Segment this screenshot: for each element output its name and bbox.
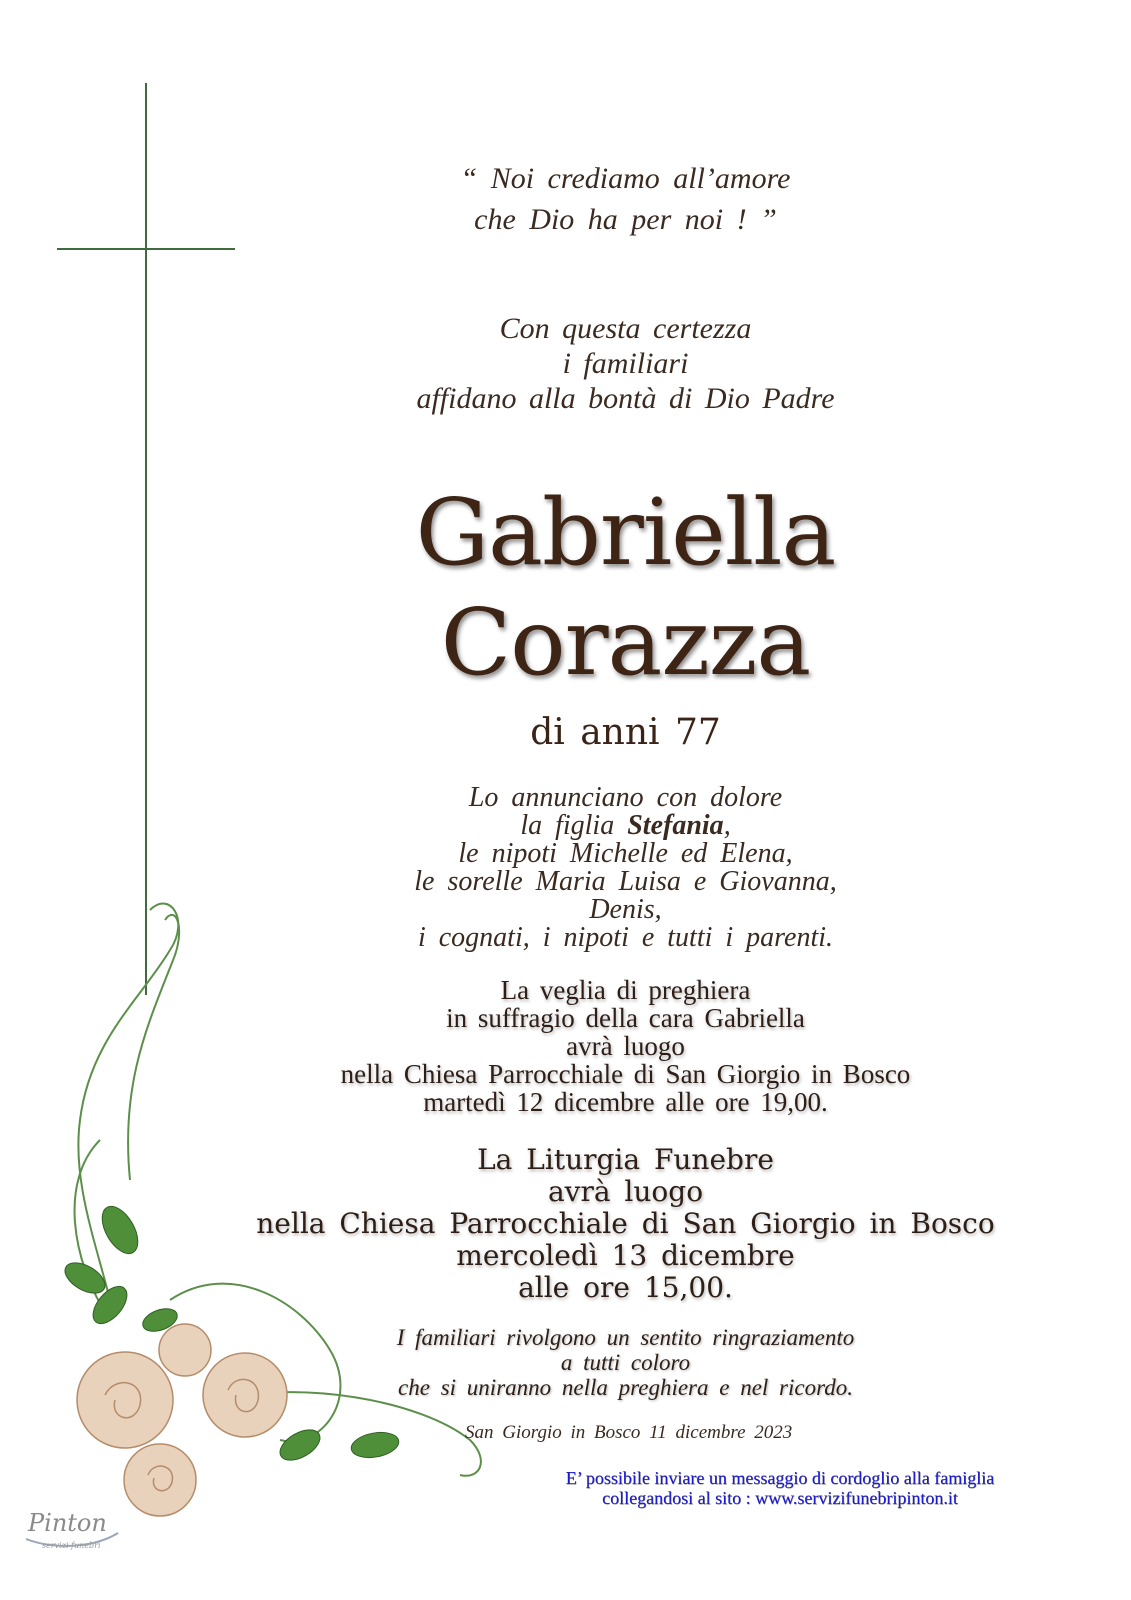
- announcement-line: i cognati, i nipoti e tutti i parenti.: [417, 922, 834, 953]
- logo-subtitle: servizi funebri: [42, 1541, 101, 1550]
- intro-line: affidano alla bontà di Dio Padre: [416, 382, 835, 415]
- last-name: Corazza: [440, 589, 811, 696]
- announcement-line: Lo annunciano con dolore: [468, 782, 783, 813]
- announcement-line: le nipoti Michelle ed Elena,: [458, 838, 793, 869]
- daughter-name: Stefania: [627, 810, 724, 841]
- intro-line: Con questa certezza: [499, 312, 752, 345]
- quote: [60, 158, 1131, 240]
- announcement: [60, 784, 1131, 952]
- intro-line: i familiari: [562, 347, 689, 380]
- condolence-line: E’ possibile inviare un messaggio di cordoglio alla famiglia: [565, 1468, 995, 1488]
- intro-text: [60, 311, 1131, 416]
- thanks-line: a tutti coloro: [560, 1350, 691, 1375]
- place-date: San Giorgio in Bosco 11 dicembre 2023: [465, 1422, 793, 1443]
- vigil-info: [60, 976, 1131, 1116]
- pinton-logo: [22, 1505, 122, 1565]
- announcement-line: le sorelle Maria Luisa e Giovanna,: [414, 866, 837, 897]
- vigil-line: avrà luogo: [566, 1031, 685, 1061]
- logo-name: Pinton: [28, 1509, 107, 1537]
- daughter-label: la figlia: [520, 810, 628, 841]
- vigil-line: martedì 12 dicembre alle ore 19,00.: [423, 1087, 828, 1117]
- announcement-line: Denis,: [589, 894, 662, 925]
- announcement-line: [60, 812, 1131, 840]
- liturgy-line: mercoledì 13 dicembre: [456, 1239, 795, 1272]
- liturgy-line: avrà luogo: [547, 1175, 704, 1208]
- condolence-link[interactable]: collegandosi al sito : www.servizifunebripinton.it: [602, 1488, 958, 1508]
- condolence-note: [500, 1468, 1060, 1508]
- vigil-line: La veglia di preghiera: [500, 975, 751, 1005]
- liturgy-info: [60, 1144, 1131, 1304]
- thanks-line: che si uniranno nella preghiera e nel ricordo.: [398, 1375, 853, 1400]
- deceased-name: [60, 478, 1131, 698]
- liturgy-line: alle ore 15,00.: [518, 1271, 733, 1304]
- thanks-line: I familiari rivolgono un sentito ringraziamento: [396, 1325, 855, 1350]
- quote-line: “ Noi crediamo all’amore: [460, 162, 791, 195]
- quote-line: che Dio ha per noi ! ”: [474, 203, 777, 236]
- first-name: Gabriella: [415, 479, 836, 586]
- thanks-note: [60, 1325, 1131, 1400]
- deceased-age: di anni 77: [530, 712, 721, 753]
- daughter-suffix: ,: [723, 810, 731, 841]
- liturgy-line: nella Chiesa Parrocchiale di San Giorgio in Bosco: [256, 1207, 995, 1240]
- vigil-line: in suffragio della cara Gabriella: [446, 1003, 805, 1033]
- vigil-line: nella Chiesa Parrocchiale di San Giorgio in Bosco: [340, 1059, 911, 1089]
- liturgy-line: La Liturgia Funebre: [477, 1143, 774, 1176]
